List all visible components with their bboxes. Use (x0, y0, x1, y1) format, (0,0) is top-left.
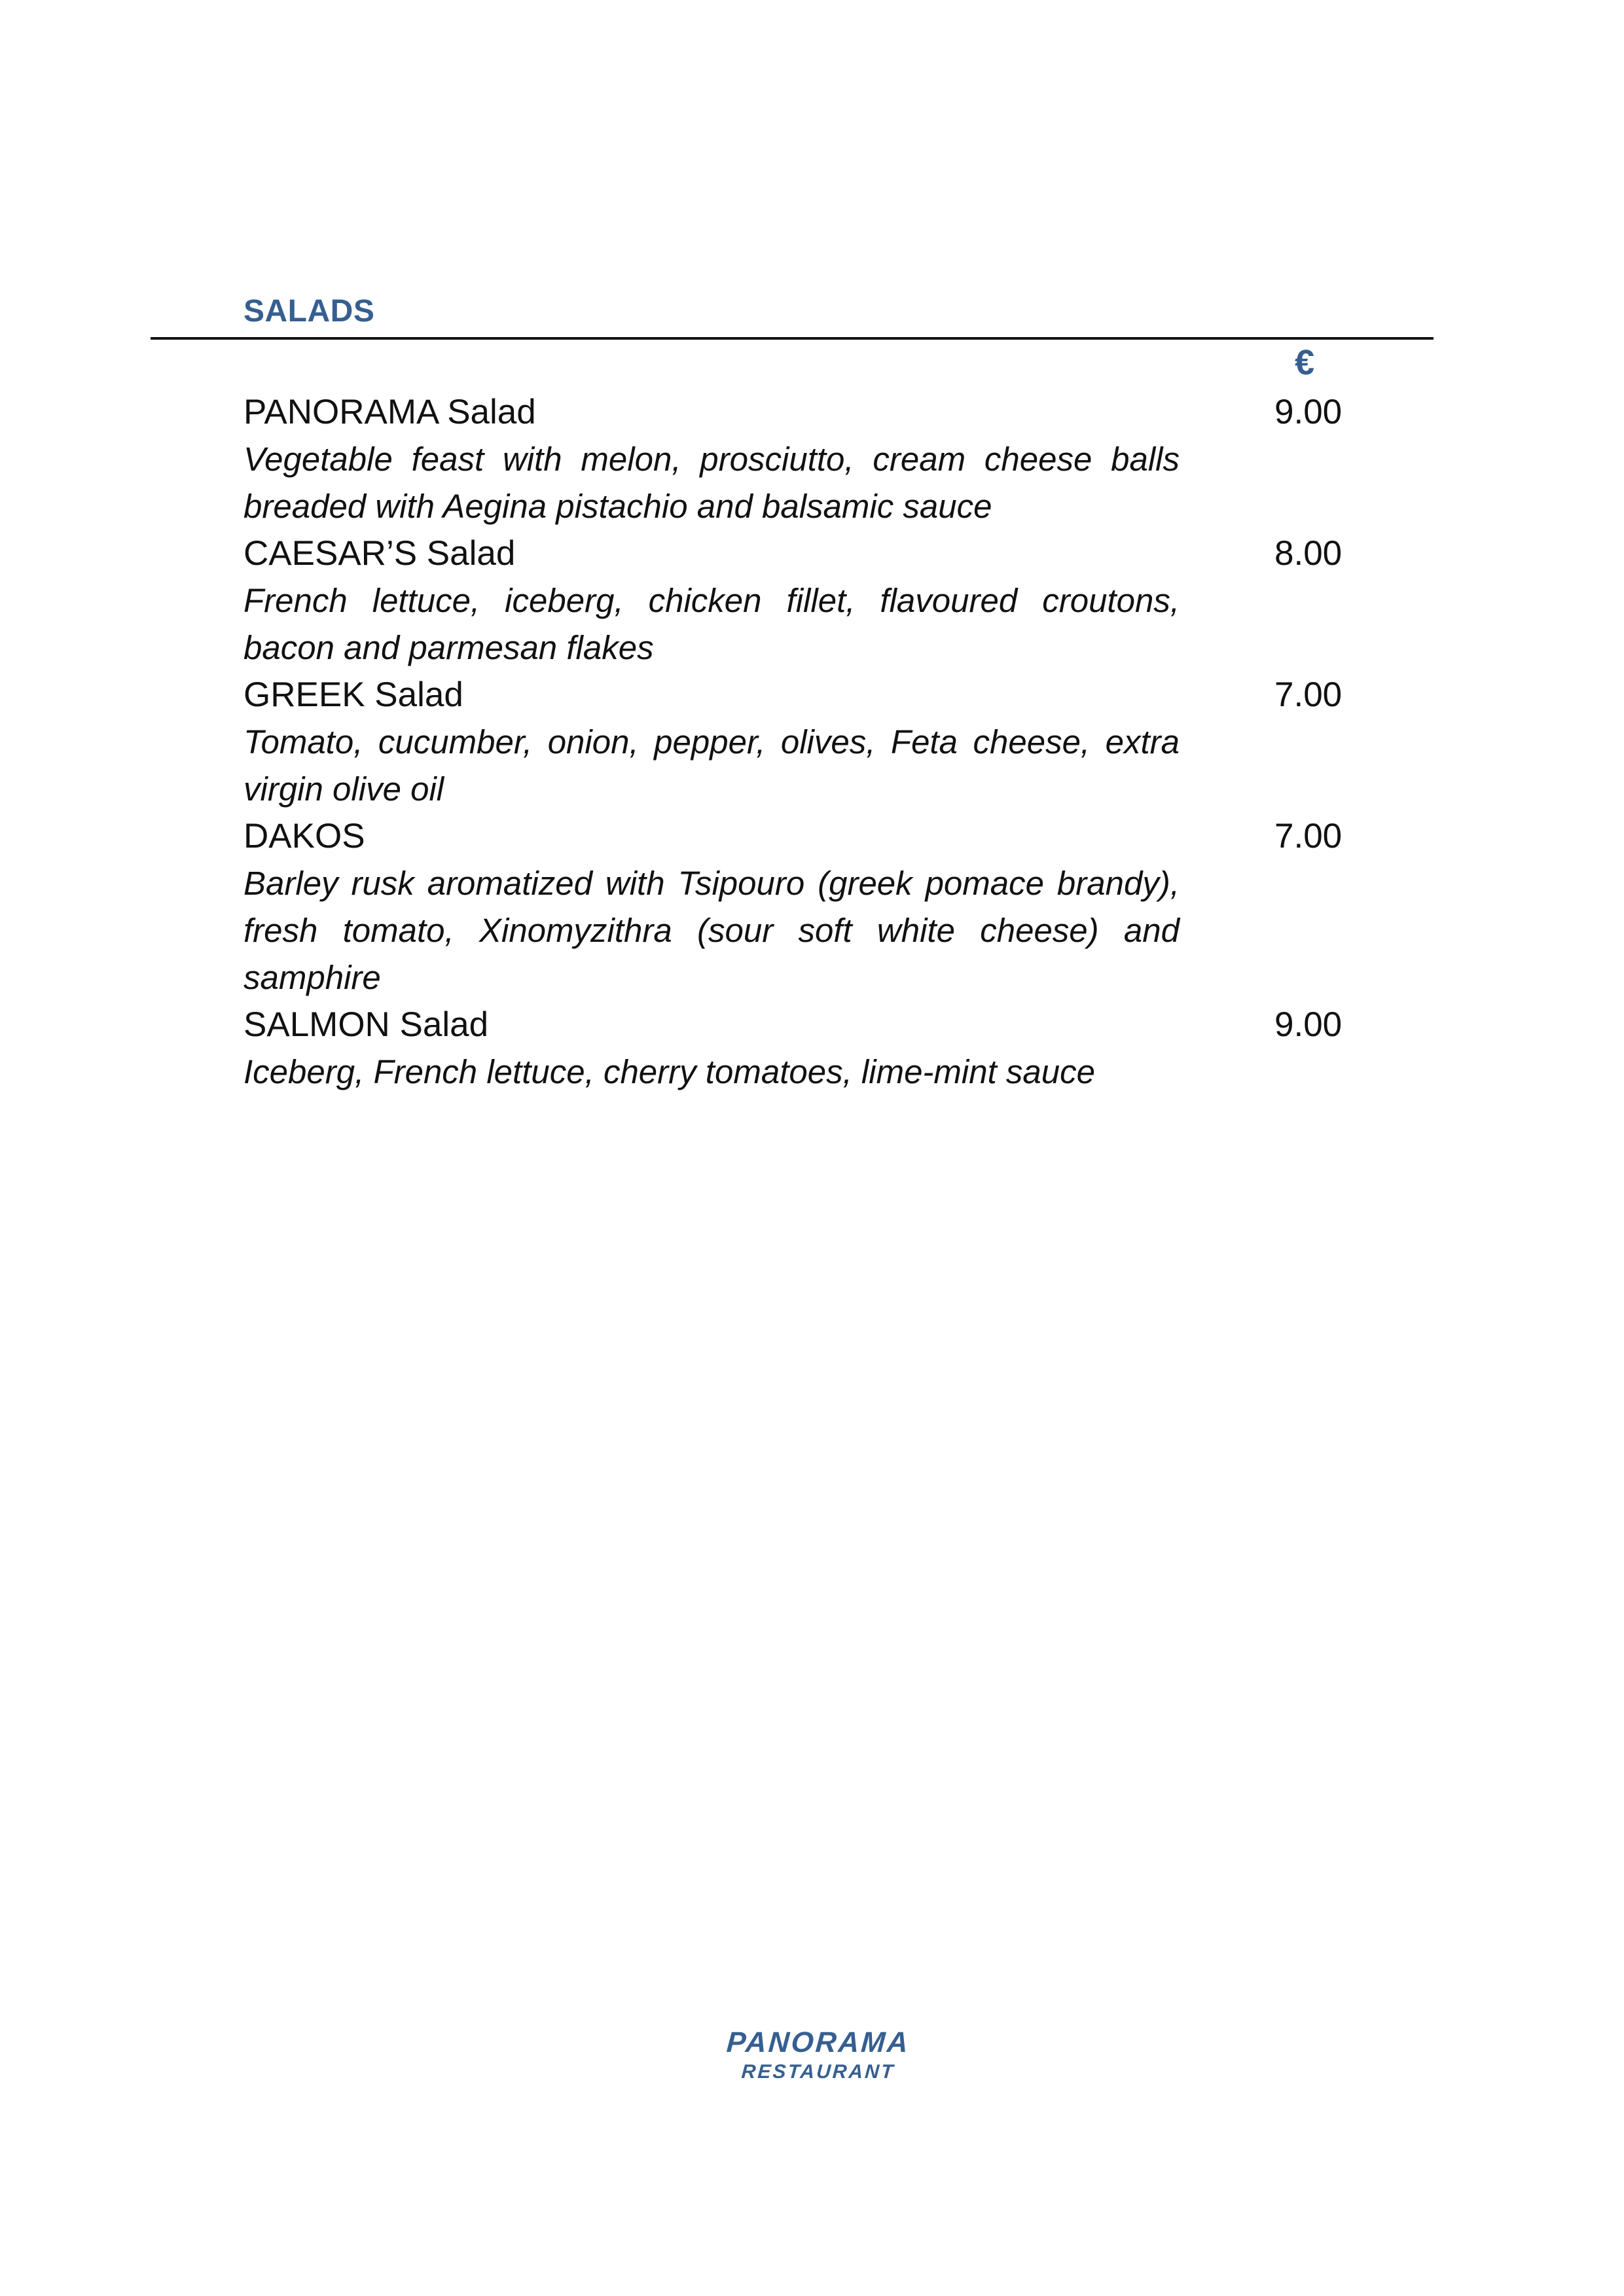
item-description: Vegetable feast with melon, prosciutto, cream cheese balls breaded with Aegina pistachio and balsamic sauce (244, 440, 1180, 525)
menu-item (244, 813, 1448, 1001)
item-description: Iceberg, French lettuce, cherry tomatoes, lime-mint sauce (244, 1053, 1096, 1090)
restaurant-logo (727, 2026, 910, 2085)
item-price: 8.00 (1274, 534, 1343, 573)
item-price: 9.00 (1274, 1005, 1343, 1044)
item-description: Barley rusk aromatized with Tsipouro (greek pomace brandy), fresh tomato, Xinomyzithra (sour soft white cheese) and samphire (244, 865, 1180, 996)
logo-sub-text: RESTAURANT (740, 2061, 896, 2083)
section-divider (151, 337, 1434, 340)
item-price: 9.00 (1274, 393, 1343, 431)
item-name: CAESAR’S Salad (244, 534, 516, 573)
menu-list (244, 389, 1448, 1096)
item-description: Tomato, cucumber, onion, pepper, olives, Feta cheese, extra virgin olive oil (244, 723, 1180, 808)
item-price: 7.00 (1274, 675, 1343, 714)
item-name: GREEK Salad (244, 675, 463, 714)
item-name: DAKOS (244, 817, 365, 855)
menu-item (244, 1001, 1448, 1096)
item-price: 7.00 (1274, 817, 1343, 855)
currency-symbol: € (1295, 343, 1315, 382)
menu-item (244, 530, 1448, 672)
menu-item (244, 672, 1448, 813)
section-title: SALADS (244, 294, 375, 329)
item-name: PANORAMA Salad (244, 393, 536, 431)
item-name: SALMON Salad (244, 1005, 489, 1044)
item-description: French lettuce, iceberg, chicken fillet, flavoured croutons, bacon and parmesan flakes (244, 582, 1180, 666)
logo-main-text: PANORAMA (725, 2026, 911, 2058)
menu-item (244, 389, 1448, 530)
